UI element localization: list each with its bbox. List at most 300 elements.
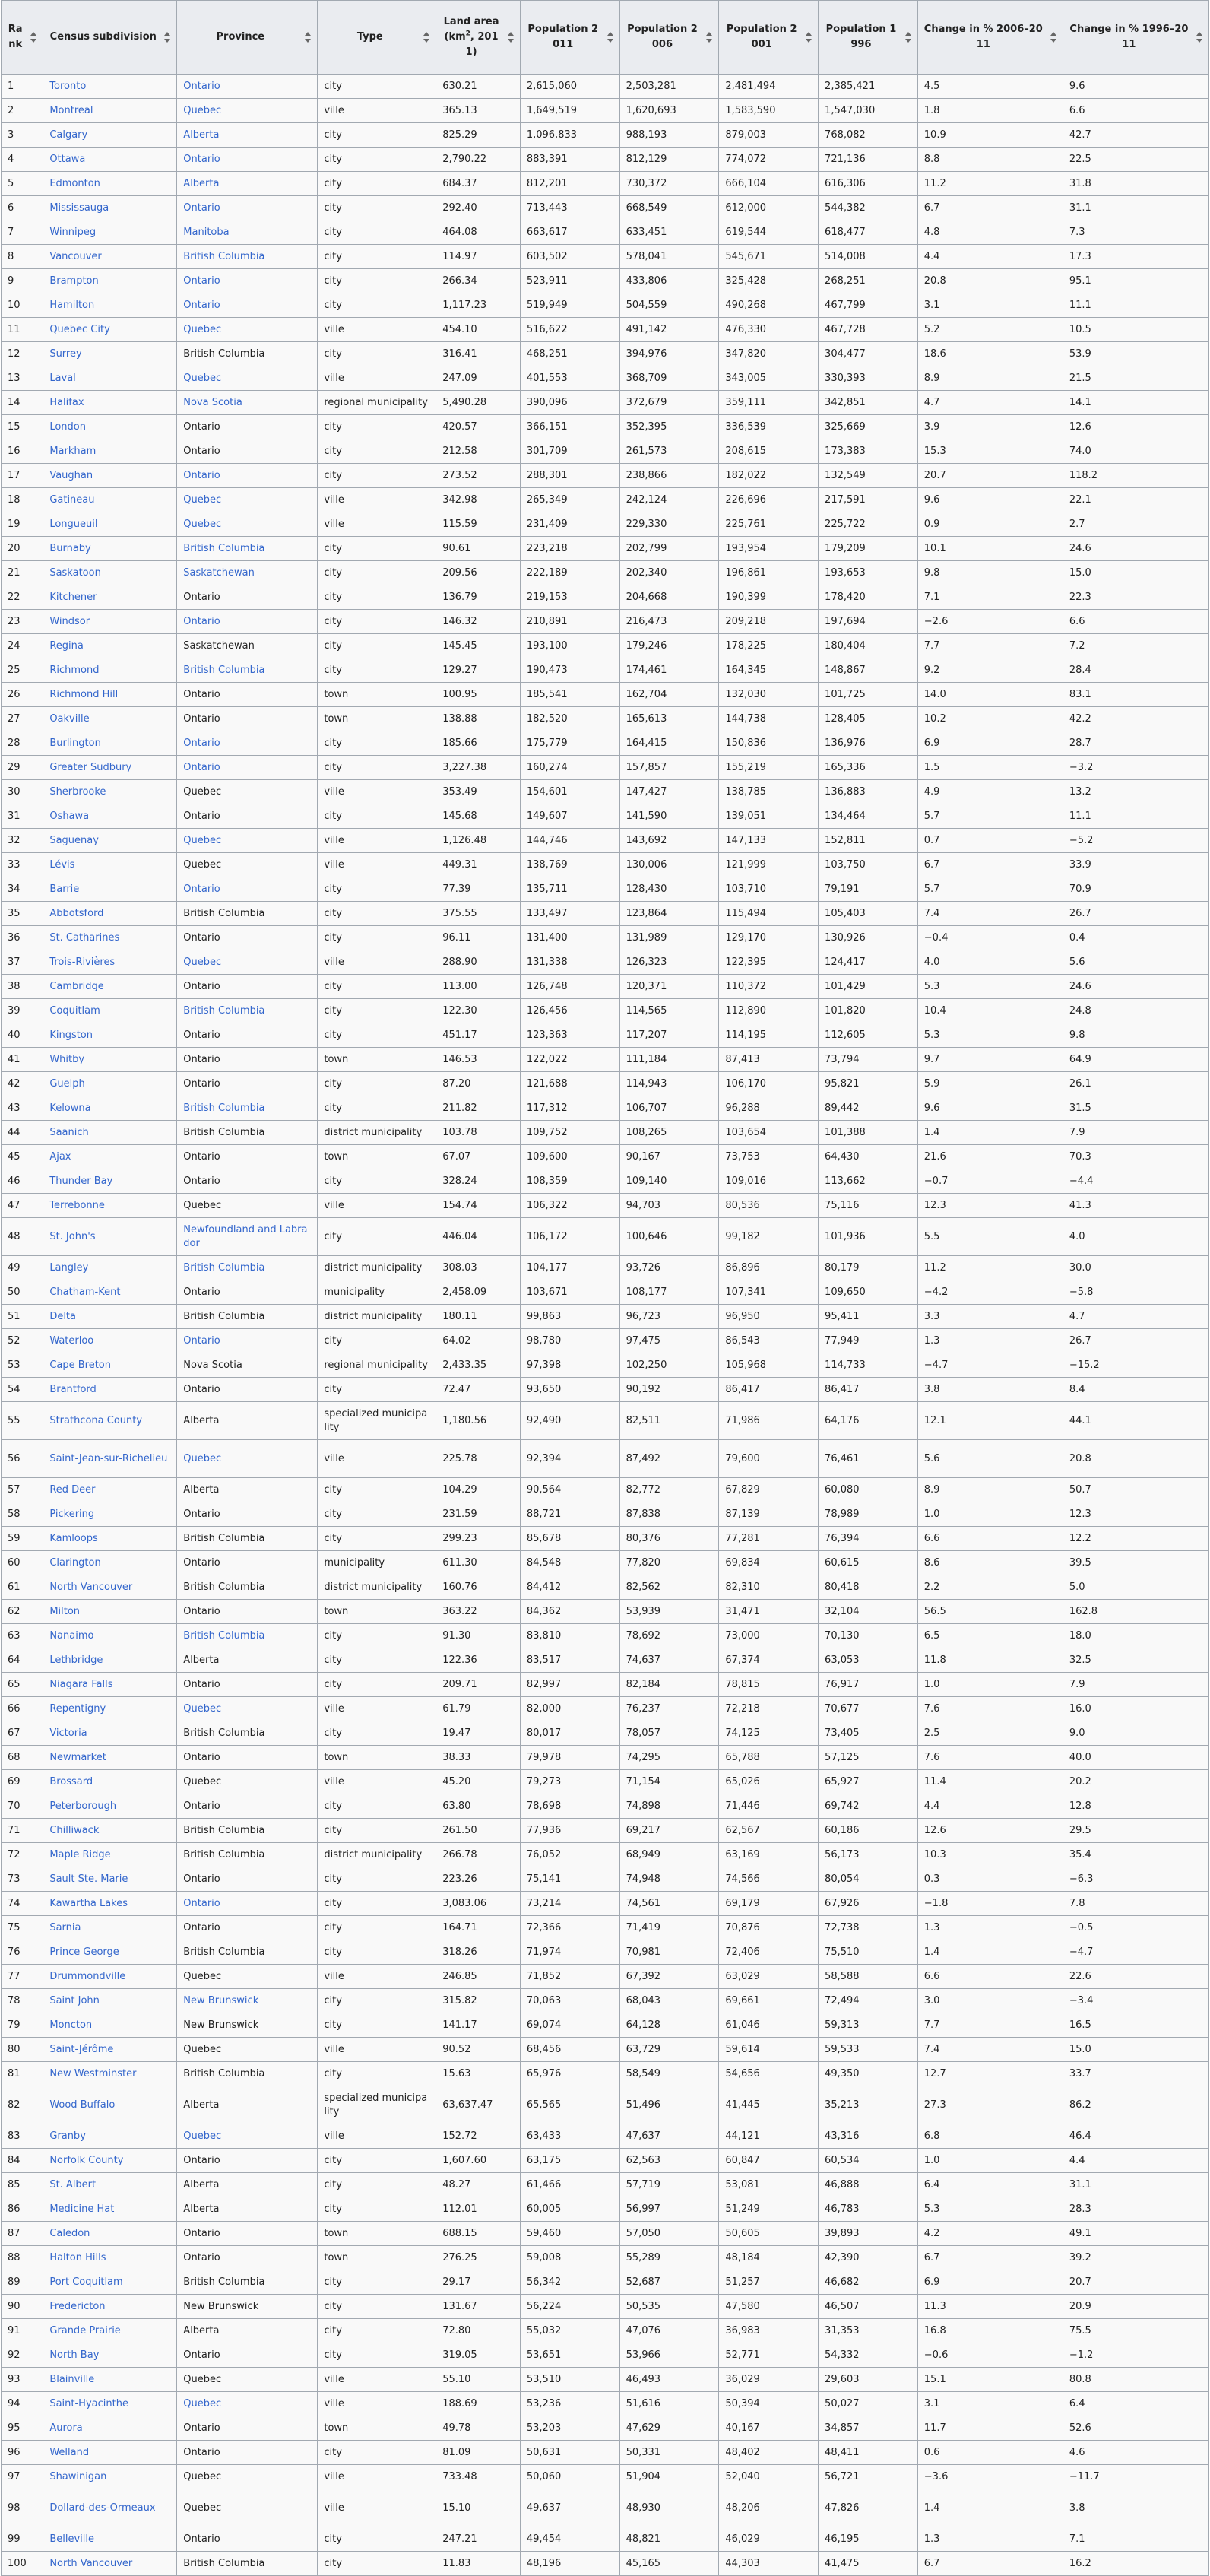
subdivision-link[interactable]: North Vancouver bbox=[49, 1581, 133, 1593]
population-2006-cell: 80,376 bbox=[619, 1527, 719, 1551]
subdivision-link[interactable]: Abbotsford bbox=[49, 907, 104, 919]
land-area-cell: 449.31 bbox=[436, 853, 521, 877]
change-2006-2011-cell: 1.3 bbox=[917, 1916, 1063, 1940]
province-link[interactable]: Quebec bbox=[183, 2130, 222, 2142]
province-cell: British Columbia bbox=[177, 1575, 318, 1600]
change-1996-2011-cell: 41.3 bbox=[1063, 1194, 1208, 1218]
sort-icon[interactable] bbox=[508, 32, 514, 43]
province-link[interactable]: British Columbia bbox=[183, 542, 265, 554]
land-area-cell: 688.15 bbox=[436, 2222, 521, 2246]
province-cell: Quebec bbox=[177, 1770, 318, 1794]
subdivision-link[interactable]: Shawinigan bbox=[49, 2470, 107, 2482]
population-2006-cell: 1,620,693 bbox=[619, 99, 719, 123]
rank-cell: 81 bbox=[2, 2062, 43, 2086]
province-cell: New Brunswick bbox=[177, 2013, 318, 2038]
province-cell: Alberta bbox=[177, 2173, 318, 2197]
province-link[interactable]: Alberta bbox=[183, 177, 220, 189]
subdivision-link[interactable]: Belleville bbox=[49, 2533, 94, 2545]
change-2006-2011-cell: 7.1 bbox=[917, 585, 1063, 610]
change-2006-2011-cell: 10.9 bbox=[917, 123, 1063, 148]
province-link[interactable]: Quebec bbox=[183, 1702, 222, 1715]
province-link[interactable]: Ontario bbox=[183, 737, 220, 749]
population-2001-cell: 147,133 bbox=[719, 829, 819, 853]
subdivision-link[interactable]: London bbox=[49, 420, 86, 433]
type-cell: ville bbox=[318, 2489, 436, 2527]
province-link[interactable]: Newfoundland and Labrador bbox=[183, 1223, 308, 1249]
change-2006-2011-cell: 10.1 bbox=[917, 537, 1063, 561]
subdivision-link[interactable]: Brantford bbox=[49, 1383, 97, 1395]
subdivision-link[interactable]: Kingston bbox=[49, 1029, 93, 1041]
subdivision-link[interactable]: Barrie bbox=[49, 883, 80, 895]
province-cell bbox=[177, 1892, 318, 1916]
province-link[interactable]: British Columbia bbox=[183, 664, 265, 676]
land-area-cell: 29.17 bbox=[436, 2270, 521, 2295]
subdivision-link[interactable]: Mississauga bbox=[49, 201, 109, 214]
province-cell: Ontario bbox=[177, 1867, 318, 1892]
name-cell bbox=[43, 975, 177, 999]
land-area-cell: 131.67 bbox=[436, 2295, 521, 2319]
population-1996-cell: 79,191 bbox=[819, 877, 918, 902]
subdivision-link[interactable]: Windsor bbox=[49, 615, 90, 627]
land-area-cell: 328.24 bbox=[436, 1169, 521, 1194]
population-2006-cell: 238,866 bbox=[619, 464, 719, 488]
rank-cell: 66 bbox=[2, 1697, 43, 1721]
header-province[interactable]: Province bbox=[177, 1, 318, 75]
population-2011-cell: 222,189 bbox=[520, 561, 619, 585]
subdivision-link[interactable]: Montreal bbox=[49, 104, 93, 116]
subdivision-link[interactable]: Halton Hills bbox=[49, 2251, 106, 2264]
population-2006-cell: 94,703 bbox=[619, 1194, 719, 1218]
type-cell: ville bbox=[318, 1194, 436, 1218]
subdivision-link[interactable]: Langley bbox=[49, 1261, 89, 1274]
sort-icon[interactable] bbox=[607, 32, 613, 43]
population-2011-cell: 98,780 bbox=[520, 1329, 619, 1353]
change-2006-2011-cell: 11.2 bbox=[917, 1256, 1063, 1280]
subdivision-link[interactable]: Cape Breton bbox=[49, 1359, 112, 1371]
subdivision-link[interactable]: Victoria bbox=[49, 1727, 87, 1739]
province-link[interactable]: Nova Scotia bbox=[183, 396, 242, 408]
province-cell: Saskatchewan bbox=[177, 634, 318, 658]
province-link[interactable]: British Columbia bbox=[183, 1102, 265, 1114]
change-1996-2011-cell: 6.6 bbox=[1063, 99, 1208, 123]
change-1996-2011-cell: 33.9 bbox=[1063, 853, 1208, 877]
subdivision-link[interactable]: Burnaby bbox=[49, 542, 91, 554]
change-2006-2011-cell: 4.4 bbox=[917, 1794, 1063, 1819]
province-link[interactable]: Alberta bbox=[183, 128, 220, 141]
change-1996-2011-cell: 7.1 bbox=[1063, 2527, 1208, 2552]
population-2011-cell: 55,032 bbox=[520, 2319, 619, 2343]
subdivision-link[interactable]: Caledon bbox=[49, 2227, 90, 2239]
province-link[interactable]: British Columbia bbox=[183, 250, 265, 262]
population-1996-cell: 101,936 bbox=[819, 1218, 918, 1256]
subdivision-link[interactable]: Aurora bbox=[49, 2422, 83, 2434]
population-2006-cell: 229,330 bbox=[619, 512, 719, 537]
header-census-subdivision[interactable]: Census subdivision bbox=[43, 1, 177, 75]
population-2006-cell: 63,729 bbox=[619, 2038, 719, 2062]
header-type[interactable]: Type bbox=[318, 1, 436, 75]
province-link[interactable]: Quebec bbox=[183, 323, 222, 335]
population-2001-cell: 96,288 bbox=[719, 1096, 819, 1121]
province-link[interactable]: Ontario bbox=[183, 469, 220, 481]
province-link[interactable]: British Columbia bbox=[183, 1004, 265, 1017]
subdivision-link[interactable]: Pickering bbox=[49, 1508, 95, 1520]
subdivision-link[interactable]: Milton bbox=[49, 1605, 81, 1617]
change-2006-2011-cell: 15.3 bbox=[917, 439, 1063, 464]
change-2006-2011-cell: 12.7 bbox=[917, 2062, 1063, 2086]
subdivision-link[interactable]: Halifax bbox=[49, 396, 84, 408]
subdivision-link[interactable]: Thunder Bay bbox=[49, 1175, 113, 1187]
change-2006-2011-cell: 14.0 bbox=[917, 683, 1063, 707]
change-2006-2011-cell: 1.4 bbox=[917, 1940, 1063, 1965]
population-2001-cell: 51,249 bbox=[719, 2197, 819, 2222]
province-link[interactable]: Quebec bbox=[183, 518, 222, 530]
province-link[interactable]: Quebec bbox=[183, 104, 222, 116]
subdivision-link[interactable]: Lévis bbox=[49, 858, 75, 871]
sort-icon[interactable] bbox=[905, 32, 911, 43]
type-cell: city bbox=[318, 293, 436, 318]
population-1996-cell: 130,926 bbox=[819, 926, 918, 950]
name-cell bbox=[43, 1819, 177, 1843]
subdivision-link[interactable]: Maple Ridge bbox=[49, 1848, 111, 1861]
land-area-cell: 684.37 bbox=[436, 172, 521, 196]
province-link[interactable]: British Columbia bbox=[183, 1261, 265, 1274]
subdivision-link[interactable]: Saskatoon bbox=[49, 566, 101, 579]
name-cell bbox=[43, 926, 177, 950]
subdivision-link[interactable]: Trois-Rivières bbox=[49, 956, 116, 968]
change-1996-2011-cell: 12.2 bbox=[1063, 1527, 1208, 1551]
type-cell: city bbox=[318, 148, 436, 172]
subdivision-link[interactable]: Peterborough bbox=[49, 1800, 117, 1812]
subdivision-link[interactable]: Oshawa bbox=[49, 810, 90, 822]
header-population-2001[interactable]: Population 2001 bbox=[719, 1, 819, 75]
population-2011-cell: 78,698 bbox=[520, 1794, 619, 1819]
change-1996-2011-cell: 24.8 bbox=[1063, 999, 1208, 1023]
population-1996-cell: 46,682 bbox=[819, 2270, 918, 2295]
subdivision-link[interactable]: Saguenay bbox=[49, 834, 99, 846]
subdivision-link[interactable]: Richmond Hill bbox=[49, 688, 119, 700]
subdivision-link[interactable]: North Bay bbox=[49, 2349, 100, 2361]
subdivision-link[interactable]: Whitby bbox=[49, 1053, 85, 1065]
header-land-area[interactable]: Land area ($km^2$, 2011) bbox=[436, 1, 521, 75]
subdivision-link[interactable]: North Vancouver bbox=[49, 2557, 133, 2569]
subdivision-link[interactable]: Ottawa bbox=[49, 153, 86, 165]
subdivision-link[interactable]: Waterloo bbox=[49, 1334, 94, 1347]
land-area-cell: 15.63 bbox=[436, 2062, 521, 2086]
name-cell bbox=[43, 1096, 177, 1121]
land-area-cell: 363.22 bbox=[436, 1600, 521, 1624]
subdivision-link[interactable]: Gatineau bbox=[49, 493, 95, 506]
population-2001-cell: 182,022 bbox=[719, 464, 819, 488]
subdivision-link[interactable]: Red Deer bbox=[49, 1483, 96, 1496]
population-2006-cell: 68,949 bbox=[619, 1843, 719, 1867]
province-link[interactable]: Ontario bbox=[183, 80, 220, 92]
subdivision-link[interactable]: Ajax bbox=[49, 1150, 71, 1163]
land-area-cell: 276.25 bbox=[436, 2246, 521, 2270]
province-cell: British Columbia bbox=[177, 902, 318, 926]
population-2001-cell: 132,030 bbox=[719, 683, 819, 707]
subdivision-link[interactable]: Chatham-Kent bbox=[49, 1286, 121, 1298]
population-1996-cell: 76,917 bbox=[819, 1673, 918, 1697]
province-cell: Ontario bbox=[177, 1072, 318, 1096]
subdivision-link[interactable]: Markham bbox=[49, 445, 97, 457]
header-rank[interactable]: Rank bbox=[2, 1, 43, 75]
province-link[interactable]: Ontario bbox=[183, 883, 220, 895]
subdivision-link[interactable]: Sherbrooke bbox=[49, 785, 106, 798]
sort-icon[interactable] bbox=[706, 32, 712, 43]
sort-icon[interactable] bbox=[1050, 32, 1056, 43]
population-2001-cell: 138,785 bbox=[719, 780, 819, 804]
population-2011-cell: 84,548 bbox=[520, 1551, 619, 1575]
change-2006-2011-cell: 8.6 bbox=[917, 1551, 1063, 1575]
name-cell bbox=[43, 1989, 177, 2013]
subdivision-link[interactable]: Repentigny bbox=[49, 1702, 106, 1715]
land-area-cell: 129.27 bbox=[436, 658, 521, 683]
subdivision-link[interactable]: Greater Sudbury bbox=[49, 761, 132, 773]
province-link[interactable]: Manitoba bbox=[183, 226, 230, 238]
subdivision-link[interactable]: Nanaimo bbox=[49, 1629, 94, 1642]
subdivision-link[interactable]: Saint John bbox=[49, 1994, 100, 2007]
subdivision-link[interactable]: Winnipeg bbox=[49, 226, 97, 238]
subdivision-link[interactable]: Drummondville bbox=[49, 1970, 126, 1982]
population-1996-cell: 105,403 bbox=[819, 902, 918, 926]
population-2001-cell: 73,753 bbox=[719, 1145, 819, 1169]
subdivision-link[interactable]: Hamilton bbox=[49, 299, 95, 311]
province-link[interactable]: Ontario bbox=[183, 1897, 220, 1909]
rank-cell: 51 bbox=[2, 1305, 43, 1329]
province-link[interactable]: Ontario bbox=[183, 299, 220, 311]
subdivision-link[interactable]: Kawartha Lakes bbox=[49, 1897, 128, 1909]
sort-icon[interactable] bbox=[423, 32, 429, 43]
table-row bbox=[2, 2197, 1209, 2222]
table-row bbox=[2, 950, 1209, 975]
change-2006-2011-cell: 3.9 bbox=[917, 415, 1063, 439]
subdivision-link[interactable]: Granby bbox=[49, 2130, 86, 2142]
land-area-cell: 90.61 bbox=[436, 537, 521, 561]
province-link[interactable]: Ontario bbox=[183, 1334, 220, 1347]
subdivision-link[interactable]: Kelowna bbox=[49, 1102, 91, 1114]
table-row bbox=[2, 2062, 1209, 2086]
change-1996-2011-cell: 11.1 bbox=[1063, 804, 1208, 829]
subdivision-link[interactable]: Clarington bbox=[49, 1556, 101, 1569]
subdivision-link[interactable]: Cambridge bbox=[49, 980, 104, 992]
population-1996-cell: 41,475 bbox=[819, 2552, 918, 2576]
subdivision-link[interactable]: Niagara Falls bbox=[49, 1678, 113, 1690]
table-row bbox=[2, 1121, 1209, 1145]
table-row bbox=[2, 610, 1209, 634]
subdivision-link[interactable]: Moncton bbox=[49, 2019, 93, 2031]
subdivision-link[interactable]: Delta bbox=[49, 1310, 76, 1322]
subdivision-link[interactable]: Newmarket bbox=[49, 1751, 106, 1763]
subdivision-link[interactable]: Burlington bbox=[49, 737, 101, 749]
population-2001-cell: 77,281 bbox=[719, 1527, 819, 1551]
subdivision-link[interactable]: Terrebonne bbox=[49, 1199, 105, 1211]
subdivision-link[interactable]: Saint-Jean-sur-Richelieu bbox=[49, 1452, 168, 1464]
sort-icon[interactable] bbox=[305, 32, 311, 43]
population-2006-cell: 62,563 bbox=[619, 2149, 719, 2173]
subdivision-link[interactable]: Kamloops bbox=[49, 1532, 98, 1544]
subdivision-link[interactable]: Quebec City bbox=[49, 323, 110, 335]
change-2006-2011-cell: 5.3 bbox=[917, 2197, 1063, 2222]
header-population-2011[interactable]: Population 2011 bbox=[520, 1, 619, 75]
header-population-2006[interactable]: Population 2006 bbox=[619, 1, 719, 75]
subdivision-link[interactable]: Norfolk County bbox=[49, 2154, 124, 2166]
name-cell bbox=[43, 756, 177, 780]
subdivision-link[interactable]: St. John's bbox=[49, 1230, 96, 1242]
population-2006-cell: 71,419 bbox=[619, 1916, 719, 1940]
type-cell: town bbox=[318, 1145, 436, 1169]
province-link[interactable]: Ontario bbox=[183, 201, 220, 214]
province-link[interactable]: Quebec bbox=[183, 956, 222, 968]
subdivision-link[interactable]: Toronto bbox=[49, 80, 87, 92]
population-2001-cell: 196,861 bbox=[719, 561, 819, 585]
change-2006-2011-cell: 7.4 bbox=[917, 2038, 1063, 2062]
province-link[interactable]: New Brunswick bbox=[183, 1994, 259, 2007]
header-change-2006-2011[interactable]: Change in % 2006–2011 bbox=[917, 1, 1063, 75]
province-link[interactable]: Ontario bbox=[183, 761, 220, 773]
subdivision-link[interactable]: Richmond bbox=[49, 664, 100, 676]
subdivision-link[interactable]: Longueuil bbox=[49, 518, 98, 530]
province-cell: British Columbia bbox=[177, 1527, 318, 1551]
rank-cell: 4 bbox=[2, 148, 43, 172]
type-cell: ville bbox=[318, 1697, 436, 1721]
province-link[interactable]: Quebec bbox=[183, 372, 222, 384]
subdivision-link[interactable]: Regina bbox=[49, 639, 84, 652]
land-area-cell: 146.53 bbox=[436, 1048, 521, 1072]
land-area-cell: 212.58 bbox=[436, 439, 521, 464]
name-cell bbox=[43, 1329, 177, 1353]
subdivision-link[interactable]: Saint-Hyacinthe bbox=[49, 2397, 128, 2409]
subdivision-link[interactable]: Sarnia bbox=[49, 1921, 81, 1934]
land-area-cell: 146.32 bbox=[436, 610, 521, 634]
sort-icon[interactable] bbox=[806, 32, 812, 43]
subdivision-link[interactable]: St. Albert bbox=[49, 2178, 97, 2191]
change-2006-2011-cell: 5.2 bbox=[917, 318, 1063, 342]
rank-cell: 93 bbox=[2, 2368, 43, 2392]
province-link[interactable]: Quebec bbox=[183, 1452, 222, 1464]
population-2001-cell: 63,029 bbox=[719, 1965, 819, 1989]
subdivision-link[interactable]: Saanich bbox=[49, 1126, 89, 1138]
change-1996-2011-cell: 70.3 bbox=[1063, 1145, 1208, 1169]
subdivision-link[interactable]: Wood Buffalo bbox=[49, 2099, 116, 2111]
subdivision-link[interactable]: Vaughan bbox=[49, 469, 93, 481]
rank-cell: 64 bbox=[2, 1648, 43, 1673]
subdivision-link[interactable]: Edmonton bbox=[49, 177, 100, 189]
province-link[interactable]: Quebec bbox=[183, 493, 222, 506]
population-2001-cell: 47,580 bbox=[719, 2295, 819, 2319]
subdivision-link[interactable]: Guelph bbox=[49, 1077, 85, 1090]
table-row bbox=[2, 1697, 1209, 1721]
subdivision-link[interactable]: Lethbridge bbox=[49, 1654, 103, 1666]
province-cell bbox=[177, 537, 318, 561]
population-2011-cell: 83,517 bbox=[520, 1648, 619, 1673]
population-2001-cell: 53,081 bbox=[719, 2173, 819, 2197]
subdivision-link[interactable]: Saint-Jérôme bbox=[49, 2043, 114, 2055]
table-row bbox=[2, 756, 1209, 780]
subdivision-link[interactable]: Welland bbox=[49, 2446, 90, 2458]
population-table bbox=[1, 0, 1209, 2576]
subdivision-link[interactable]: Brampton bbox=[49, 274, 99, 287]
subdivision-link[interactable]: Surrey bbox=[49, 347, 82, 360]
sort-icon[interactable] bbox=[30, 32, 36, 43]
population-2001-cell: 71,986 bbox=[719, 1402, 819, 1440]
subdivision-link[interactable]: Fredericton bbox=[49, 2300, 106, 2312]
population-2011-cell: 883,391 bbox=[520, 148, 619, 172]
population-1996-cell: 113,662 bbox=[819, 1169, 918, 1194]
subdivision-link[interactable]: Grande Prairie bbox=[49, 2324, 121, 2336]
subdivision-link[interactable]: Strathcona County bbox=[49, 1414, 143, 1426]
land-area-cell: 223.26 bbox=[436, 1867, 521, 1892]
header-population-1996[interactable]: Population 1996 bbox=[819, 1, 918, 75]
name-cell bbox=[43, 1575, 177, 1600]
subdivision-link[interactable]: Medicine Hat bbox=[49, 2203, 115, 2215]
province-link[interactable]: Ontario bbox=[183, 274, 220, 287]
province-link[interactable]: Ontario bbox=[183, 615, 220, 627]
population-2011-cell: 131,338 bbox=[520, 950, 619, 975]
population-1996-cell: 101,820 bbox=[819, 999, 918, 1023]
province-cell: Nova Scotia bbox=[177, 1353, 318, 1378]
subdivision-link[interactable]: Oakville bbox=[49, 712, 90, 725]
land-area-cell: 103.78 bbox=[436, 1121, 521, 1145]
province-link[interactable]: Saskatchewan bbox=[183, 566, 255, 579]
subdivision-link[interactable]: Port Coquitlam bbox=[49, 2276, 123, 2288]
change-1996-2011-cell: 24.6 bbox=[1063, 975, 1208, 999]
subdivision-link[interactable]: Sault Ste. Marie bbox=[49, 1873, 128, 1885]
subdivision-link[interactable]: St. Catharines bbox=[49, 931, 120, 944]
rank-cell: 68 bbox=[2, 1746, 43, 1770]
header-change-1996-2011[interactable]: Change in % 1996–2011 bbox=[1063, 1, 1208, 75]
province-link[interactable]: Quebec bbox=[183, 834, 222, 846]
population-2011-cell: 663,617 bbox=[520, 220, 619, 245]
sort-icon[interactable] bbox=[164, 32, 170, 43]
land-area-cell: 454.10 bbox=[436, 318, 521, 342]
subdivision-link[interactable]: Vancouver bbox=[49, 250, 102, 262]
rank-cell: 78 bbox=[2, 1989, 43, 2013]
change-1996-2011-cell: 95.1 bbox=[1063, 269, 1208, 293]
population-2006-cell: 51,616 bbox=[619, 2392, 719, 2416]
name-cell bbox=[43, 1892, 177, 1916]
subdivision-link[interactable]: Blainville bbox=[49, 2373, 95, 2385]
land-area-cell: 246.85 bbox=[436, 1965, 521, 1989]
change-2006-2011-cell: 12.1 bbox=[917, 1402, 1063, 1440]
table-row bbox=[2, 2552, 1209, 2576]
population-2011-cell: 288,301 bbox=[520, 464, 619, 488]
province-link[interactable]: British Columbia bbox=[183, 1629, 265, 1642]
land-area-cell: 64.02 bbox=[436, 1329, 521, 1353]
subdivision-link[interactable]: Chilliwack bbox=[49, 1824, 100, 1836]
population-2006-cell: 58,549 bbox=[619, 2062, 719, 2086]
population-2011-cell: 79,273 bbox=[520, 1770, 619, 1794]
subdivision-link[interactable]: Kitchener bbox=[49, 591, 97, 603]
province-link[interactable]: Quebec bbox=[183, 2397, 222, 2409]
subdivision-link[interactable]: New Westminster bbox=[49, 2067, 137, 2080]
subdivision-link[interactable]: Brossard bbox=[49, 1775, 93, 1788]
type-cell: ville bbox=[318, 1770, 436, 1794]
land-area-cell: 141.17 bbox=[436, 2013, 521, 2038]
change-1996-2011-cell: 26.7 bbox=[1063, 902, 1208, 926]
subdivision-link[interactable]: Calgary bbox=[49, 128, 88, 141]
subdivision-link[interactable]: Dollard-des-Ormeaux bbox=[49, 2501, 156, 2514]
population-1996-cell: 69,742 bbox=[819, 1794, 918, 1819]
sort-icon[interactable] bbox=[1196, 32, 1202, 43]
province-link[interactable]: Ontario bbox=[183, 153, 220, 165]
subdivision-link[interactable]: Coquitlam bbox=[49, 1004, 100, 1017]
table-row bbox=[2, 780, 1209, 804]
subdivision-link[interactable]: Laval bbox=[49, 372, 76, 384]
change-2006-2011-cell: 0.3 bbox=[917, 1867, 1063, 1892]
subdivision-link[interactable]: Prince George bbox=[49, 1946, 119, 1958]
type-cell: city bbox=[318, 1819, 436, 1843]
land-area-cell: 292.40 bbox=[436, 196, 521, 220]
